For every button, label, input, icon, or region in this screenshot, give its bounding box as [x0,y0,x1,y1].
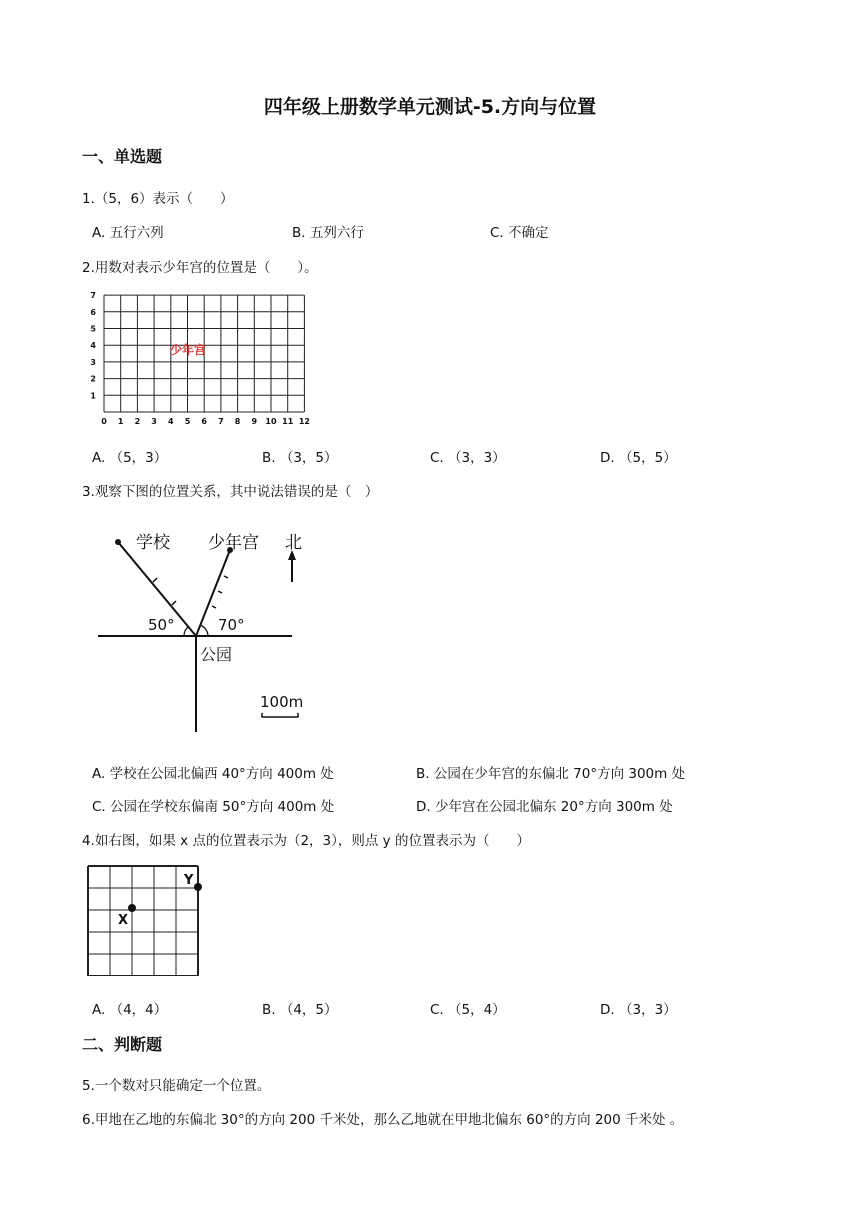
q3-option-c[interactable]: C. 公园在学校东偏南 50°方向 400m 处 [92,799,335,815]
point-x [128,904,136,912]
q4-option-c[interactable]: C. （5，4） [430,1002,506,1018]
school-ray-ticks [153,578,176,605]
q3-option-d[interactable]: D. 少年宫在公园北偏东 20°方向 300m 处 [416,799,673,815]
x-tick-label: 1 [117,417,124,426]
scale-bar [262,713,298,717]
q2-option-d[interactable]: D. （5，5） [600,450,677,466]
q3-option-a[interactable]: A. 学校在公园北偏西 40°方向 400m 处 [92,766,334,782]
q4-option-d[interactable]: D. （3，3） [600,1002,677,1018]
x-tick-label: 10 [265,417,277,426]
label-school: 学校 [136,533,170,553]
section-heading-true-false: 二、判断题 [82,1035,163,1054]
y-tick-label: 1 [90,391,96,401]
question-4-text: 4.如右图，如果 x 点的位置表示为（2，3），则点 y 的位置表示为（ ） [82,833,530,849]
label-park: 公园 [200,645,233,664]
label-palace: 少年宫 [208,533,259,553]
question-1-text: 1.（5，6）表示（ ） [82,191,234,207]
y-tick-label: 6 [90,307,96,317]
label-angle-left: 50° [148,616,175,634]
q2-option-b[interactable]: B. （3，5） [262,450,338,466]
x-tick-label: 8 [234,417,241,426]
point-y [194,883,202,891]
section-heading-single-choice: 一、单选题 [82,147,163,166]
angle-arc-right [200,625,208,636]
q2-option-a[interactable]: A. （5，3） [92,450,168,466]
question-6-text: 6.甲地在乙地的东偏北 30°的方向 200 千米处，那么乙地就在甲地北偏东 60°的方向 200 千米处 。 [82,1112,684,1128]
x-tick-label: 0 [101,417,107,426]
x-tick-label: 11 [282,417,294,426]
q4-grid-figure [86,864,206,976]
page-title: 四年级上册数学单元测试-5.方向与位置 [263,96,597,118]
y-tick-label: 4 [90,341,96,351]
q1-option-c[interactable]: C. 不确定 [490,225,549,241]
x-tick-label: 6 [201,417,207,426]
question-3-text: 3.观察下图的位置关系，其中说法错误的是（ ） [82,484,379,500]
q2-grid-figure [84,288,314,430]
q4-option-b[interactable]: B. （4，5） [262,1002,338,1018]
y-tick-label: 5 [90,324,96,334]
x-tick-label: 12 [298,417,310,426]
label-angle-right: 70° [218,616,245,634]
label-x: X [118,913,129,928]
x-tick-label: 9 [251,417,258,426]
label-y: Y [184,873,194,888]
question-2-text: 2.用数对表示少年宫的位置是（ ）。 [82,260,318,276]
grid-label-palace: 少年宫 [169,343,207,357]
x-tick-label: 4 [168,417,174,426]
q1-option-b[interactable]: B. 五列六行 [292,225,364,241]
angle-arc-left [184,627,188,636]
q1-option-a[interactable]: A. 五行六列 [92,225,164,241]
q3-option-b[interactable]: B. 公园在少年宫的东偏北 70°方向 300m 处 [416,766,686,782]
x-tick-label: 5 [184,417,191,426]
label-north: 北 [285,533,302,553]
y-tick-label: 7 [90,291,96,301]
school-point [115,539,121,545]
x-tick-label: 7 [218,417,224,426]
y-tick-label: 3 [90,357,96,367]
x-tick-label: 3 [151,417,157,426]
label-scale: 100m [260,693,304,711]
q2-option-c[interactable]: C. （3，3） [430,450,506,466]
q4-option-a[interactable]: A. （4，4） [92,1002,168,1018]
x-tick-label: 2 [134,417,141,426]
question-5-text: 5.一个数对只能确定一个位置。 [82,1078,271,1094]
y-tick-label: 2 [90,374,96,384]
q3-direction-figure [92,520,322,735]
